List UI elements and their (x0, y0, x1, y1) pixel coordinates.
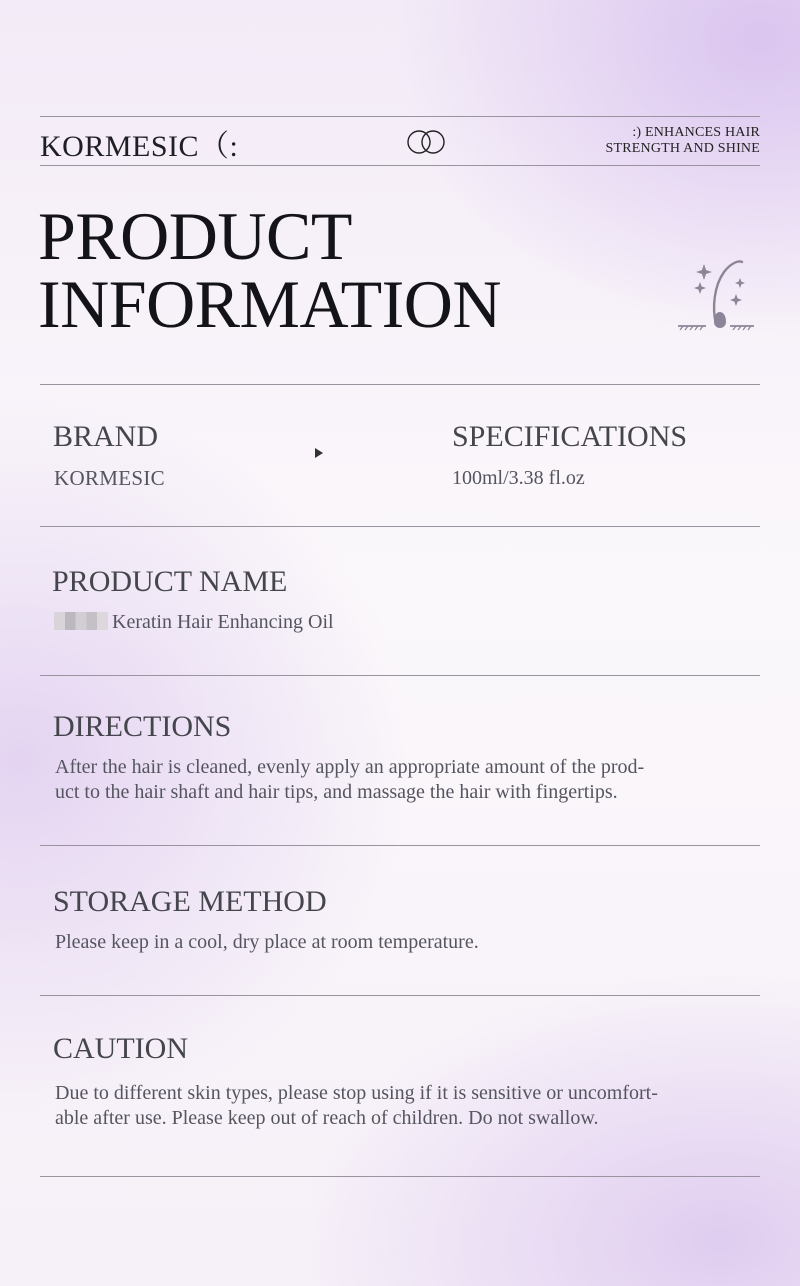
page-title-line-1: PRODUCT (38, 198, 352, 274)
section-divider-2 (40, 675, 760, 676)
tagline-line-2: STRENGTH AND SHINE (605, 141, 760, 156)
play-arrow-icon (315, 448, 323, 458)
product-name-heading: PRODUCT NAME (52, 565, 288, 598)
product-name-row (54, 610, 334, 635)
storage-text: Please keep in a cool, dry place at room temperature. (55, 931, 479, 953)
tagline-line-1: :) ENHANCES HAIR (632, 125, 760, 140)
header-bottom-rule (40, 165, 760, 166)
header-tagline (606, 125, 761, 157)
caution-line-1: Due to different skin types, please stop using if it is sensitive or uncomfort- (55, 1082, 658, 1104)
hair-follicle-sparkle-icon (676, 256, 756, 332)
storage-heading: STORAGE METHOD (53, 885, 327, 918)
specifications-heading: SPECIFICATIONS (452, 420, 688, 453)
interlocking-rings-icon (405, 129, 447, 155)
page-title (38, 198, 501, 342)
section-divider-1 (40, 526, 760, 527)
directions-line-2: uct to the hair shaft and hair tips, and massage the hair with fingertips. (55, 781, 618, 803)
title-divider (40, 384, 760, 385)
caution-heading: CAUTION (53, 1032, 188, 1065)
product-name-value: Keratin Hair Enhancing Oil (112, 611, 334, 633)
directions-text (55, 755, 644, 805)
header-brand: KORMESIC（: (40, 130, 239, 163)
brand-heading: BRAND (53, 420, 159, 453)
blurred-brand-mark (54, 612, 108, 630)
brand-value: KORMESIC (54, 466, 165, 490)
caution-line-2: able after use. Please keep out of reach of children. Do not swallow. (55, 1107, 599, 1129)
page-title-line-2: INFORMATION (38, 266, 501, 342)
section-divider-4 (40, 995, 760, 996)
caution-text (55, 1081, 658, 1131)
section-divider-5 (40, 1176, 760, 1177)
directions-heading: DIRECTIONS (53, 710, 232, 743)
directions-line-1: After the hair is cleaned, evenly apply an appropriate amount of the prod- (55, 756, 645, 778)
header-top-rule (40, 116, 760, 117)
specifications-value: 100ml/3.38 fl.oz (452, 467, 585, 489)
section-divider-3 (40, 845, 760, 846)
